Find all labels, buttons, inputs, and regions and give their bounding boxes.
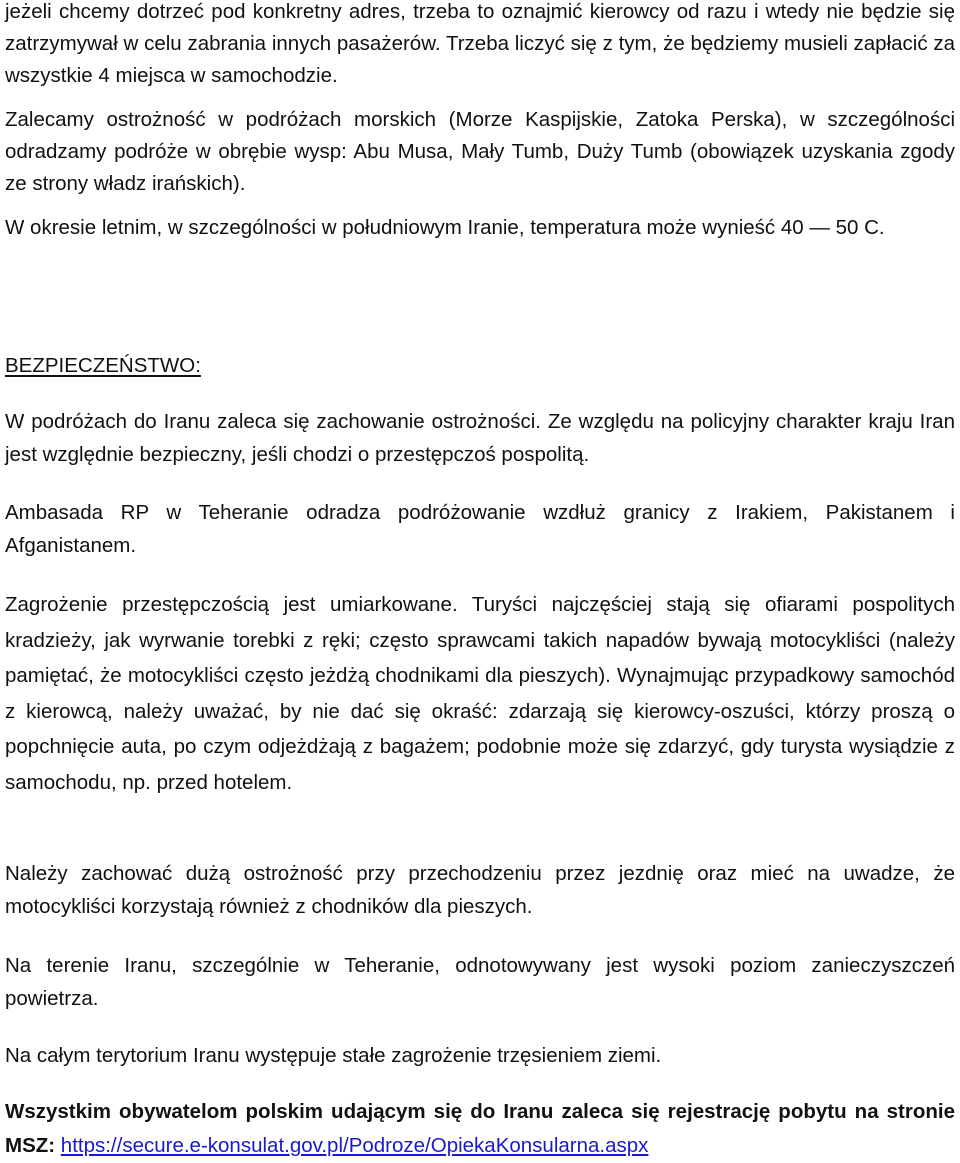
paragraph-crossing: Należy zachować dużą ostrożność przy przechodzeniu przez jezdnię oraz mieć na uwadze, że motocykliści korzystają również z chodników dla pieszych. — [5, 862, 955, 918]
paragraph-crime: Zagrożenie przestępczością jest umiarkowane. Turyści najczęściej stają się ofiarami pospolitych kradzieży, jak wyrwanie torebki z ręki; często sprawcami takich napadów bywają motocykliści (należy pamiętać, że motocykliści często jeżdżą chodnikami dla pieszych). Wynajmując przypadkowy samochód z kierowcą, należy uważać, by nie dać się okraść: zdarzają się kierowcy-oszuści, którzy proszą o popchnięcie auta, po czym odjeżdżają z bagażem; podobnie może się zdarzyć, gdy turysta wysiądzie z samochodu, np. przed hotelem. — [5, 593, 955, 794]
paragraph-pollution: Na terenie Iranu, szczególnie w Teheranie, odnotowywany jest wysoki poziom zanieczyszczeń powietrza. — [5, 954, 955, 1010]
paragraph-intro-continued: jeżeli chcemy dotrzeć pod konkretny adres, trzeba to oznajmić kierowcy od razu i wtedy nie będzie się zatrzymywał w celu zabrania innych pasażerów. Trzeba liczyć się z tym, że będziemy musieli zapłacić za wszystkie 4 miejsca w samochodzie. — [5, 0, 955, 87]
paragraph-earthquake: Na całym terytorium Iranu występuje stałe zagrożenie trzęsieniem ziemi. — [5, 1044, 662, 1067]
paragraph-borders: Ambasada RP w Teheranie odradza podróżowanie wzdłuż granicy z Irakiem, Pakistanem i Afganistanem. — [5, 501, 955, 557]
paragraph-sea-travel: Zalecamy ostrożność w podróżach morskich (Morze Kaspijskie, Zatoka Perska), w szczególności odradzamy podróże w obrębie wysp: Abu Musa, Mały Tumb, Duży Tumb (obowiązek uzyskania zgody ze strony władz irańskich). — [5, 108, 955, 195]
registration-text: Wszystkim obywatelom polskim udającym się do Iranu zaleca się rejestrację pobytu na stronie MSZ: — [5, 1100, 955, 1157]
section-heading-security: BEZPIECZEŃSTWO: — [5, 354, 201, 377]
paragraph-temperature: W okresie letnim, w szczególności w południowym Iranie, temperatura może wynieść 40 — 50 C. — [5, 216, 885, 239]
paragraph-caution: W podróżach do Iranu zaleca się zachowanie ostrożności. Ze względu na policyjny charakter kraju Iran jest względnie bezpieczny, jeśli chodzi o przestępczoś pospolitą. — [5, 410, 955, 466]
registration-link[interactable]: https://secure.e-konsulat.gov.pl/Podroze/OpiekaKonsularna.aspx — [60, 1134, 649, 1157]
paragraph-registration — [5, 1095, 955, 1163]
